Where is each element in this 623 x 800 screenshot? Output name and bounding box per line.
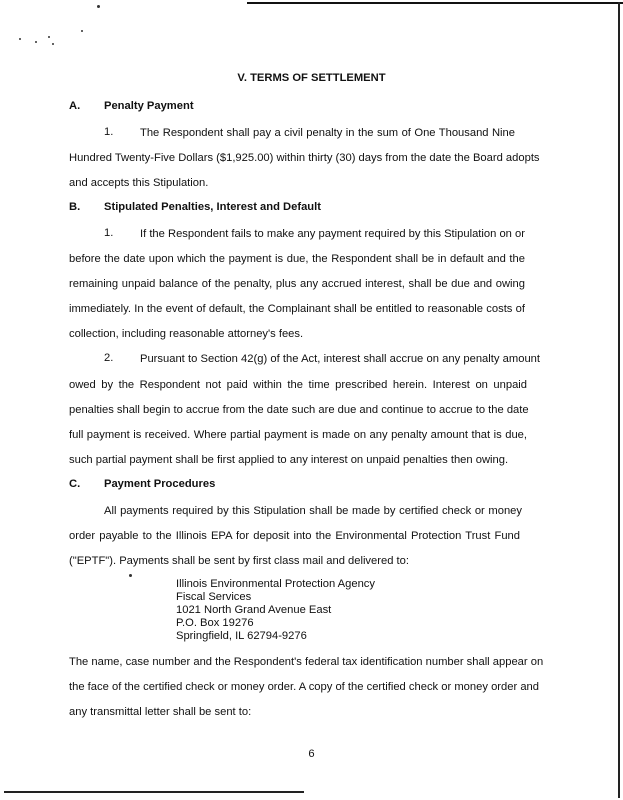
- section-b-para1-number: 1.: [104, 227, 114, 239]
- section-b-letter: B.: [69, 201, 81, 213]
- scan-speck: [19, 38, 21, 40]
- address-line: Springfield, IL 62794-9276: [176, 630, 307, 642]
- section-b-para2-number: 2.: [104, 352, 114, 364]
- payment-address: [176, 578, 375, 643]
- scan-speck: [129, 574, 132, 577]
- address-line: 1021 North Grand Avenue East: [176, 604, 332, 616]
- body-line: order payable to the Illinois EPA for deposit into the Environmental Protection Trust Fund: [69, 530, 520, 542]
- body-line: remaining unpaid balance of the penalty, plus any accrued interest, shall be due and owing: [69, 278, 525, 290]
- body-line: such partial payment shall be first applied to any interest on unpaid penalties then owing.: [69, 454, 509, 466]
- section-heading: V. TERMS OF SETTLEMENT: [237, 72, 386, 84]
- body-line: All payments required by this Stipulation shall be made by certified check or money: [104, 505, 522, 517]
- body-line: full payment is received. Where partial payment is made on any penalty amount that is due,: [69, 429, 527, 441]
- scan-speck: [81, 30, 83, 32]
- scan-right-border: [618, 2, 620, 798]
- body-line: before the date upon which the payment is due, the Respondent shall be in default and the: [69, 253, 525, 265]
- body-line: If the Respondent fails to make any payment required by this Stipulation on or: [140, 228, 525, 240]
- body-line: owed by the Respondent not paid within the time prescribed herein. Interest on unpaid: [69, 379, 527, 391]
- section-c-title: Payment Procedures: [104, 478, 216, 490]
- scan-top-border: [247, 2, 623, 4]
- body-line: and accepts this Stipulation.: [69, 177, 209, 189]
- body-line: any transmittal letter shall be sent to:: [69, 706, 252, 718]
- section-c-letter: C.: [69, 478, 81, 490]
- scan-speck: [48, 36, 50, 38]
- scan-speck: [52, 43, 54, 45]
- body-line: the face of the certified check or money order. A copy of the certified check or money order and: [69, 681, 539, 693]
- body-line: collection, including reasonable attorney's fees.: [69, 328, 304, 340]
- section-a-title: Penalty Payment: [104, 100, 194, 112]
- body-line: Hundred Twenty-Five Dollars ($1,925.00) within thirty (30) days from the date the Board adopts: [69, 152, 540, 164]
- address-line: P.O. Box 19276: [176, 617, 254, 629]
- body-line: The Respondent shall pay a civil penalty in the sum of One Thousand Nine: [140, 127, 515, 139]
- section-a-letter: A.: [69, 100, 81, 112]
- address-line: Fiscal Services: [176, 591, 252, 603]
- body-line: Pursuant to Section 42(g) of the Act, interest shall accrue on any penalty amount: [140, 353, 540, 365]
- scan-bottom-border: [4, 791, 304, 793]
- body-line: ("EPTF"). Payments shall be sent by first class mail and delivered to:: [69, 555, 409, 567]
- body-line: penalties shall begin to accrue from the date such are due and continue to accrue to the date: [69, 404, 529, 416]
- page-number: 6: [308, 748, 315, 760]
- body-line: The name, case number and the Respondent's federal tax identification number shall appear on: [69, 656, 544, 668]
- body-line: immediately. In the event of default, the Complainant shall be entitled to reasonable costs of: [69, 303, 525, 315]
- section-b-title: Stipulated Penalties, Interest and Default: [104, 201, 321, 213]
- scan-speck: [35, 41, 37, 43]
- section-a-para1-number: 1.: [104, 126, 114, 138]
- scan-speck: [97, 5, 100, 8]
- address-line: Illinois Environmental Protection Agency: [176, 578, 375, 590]
